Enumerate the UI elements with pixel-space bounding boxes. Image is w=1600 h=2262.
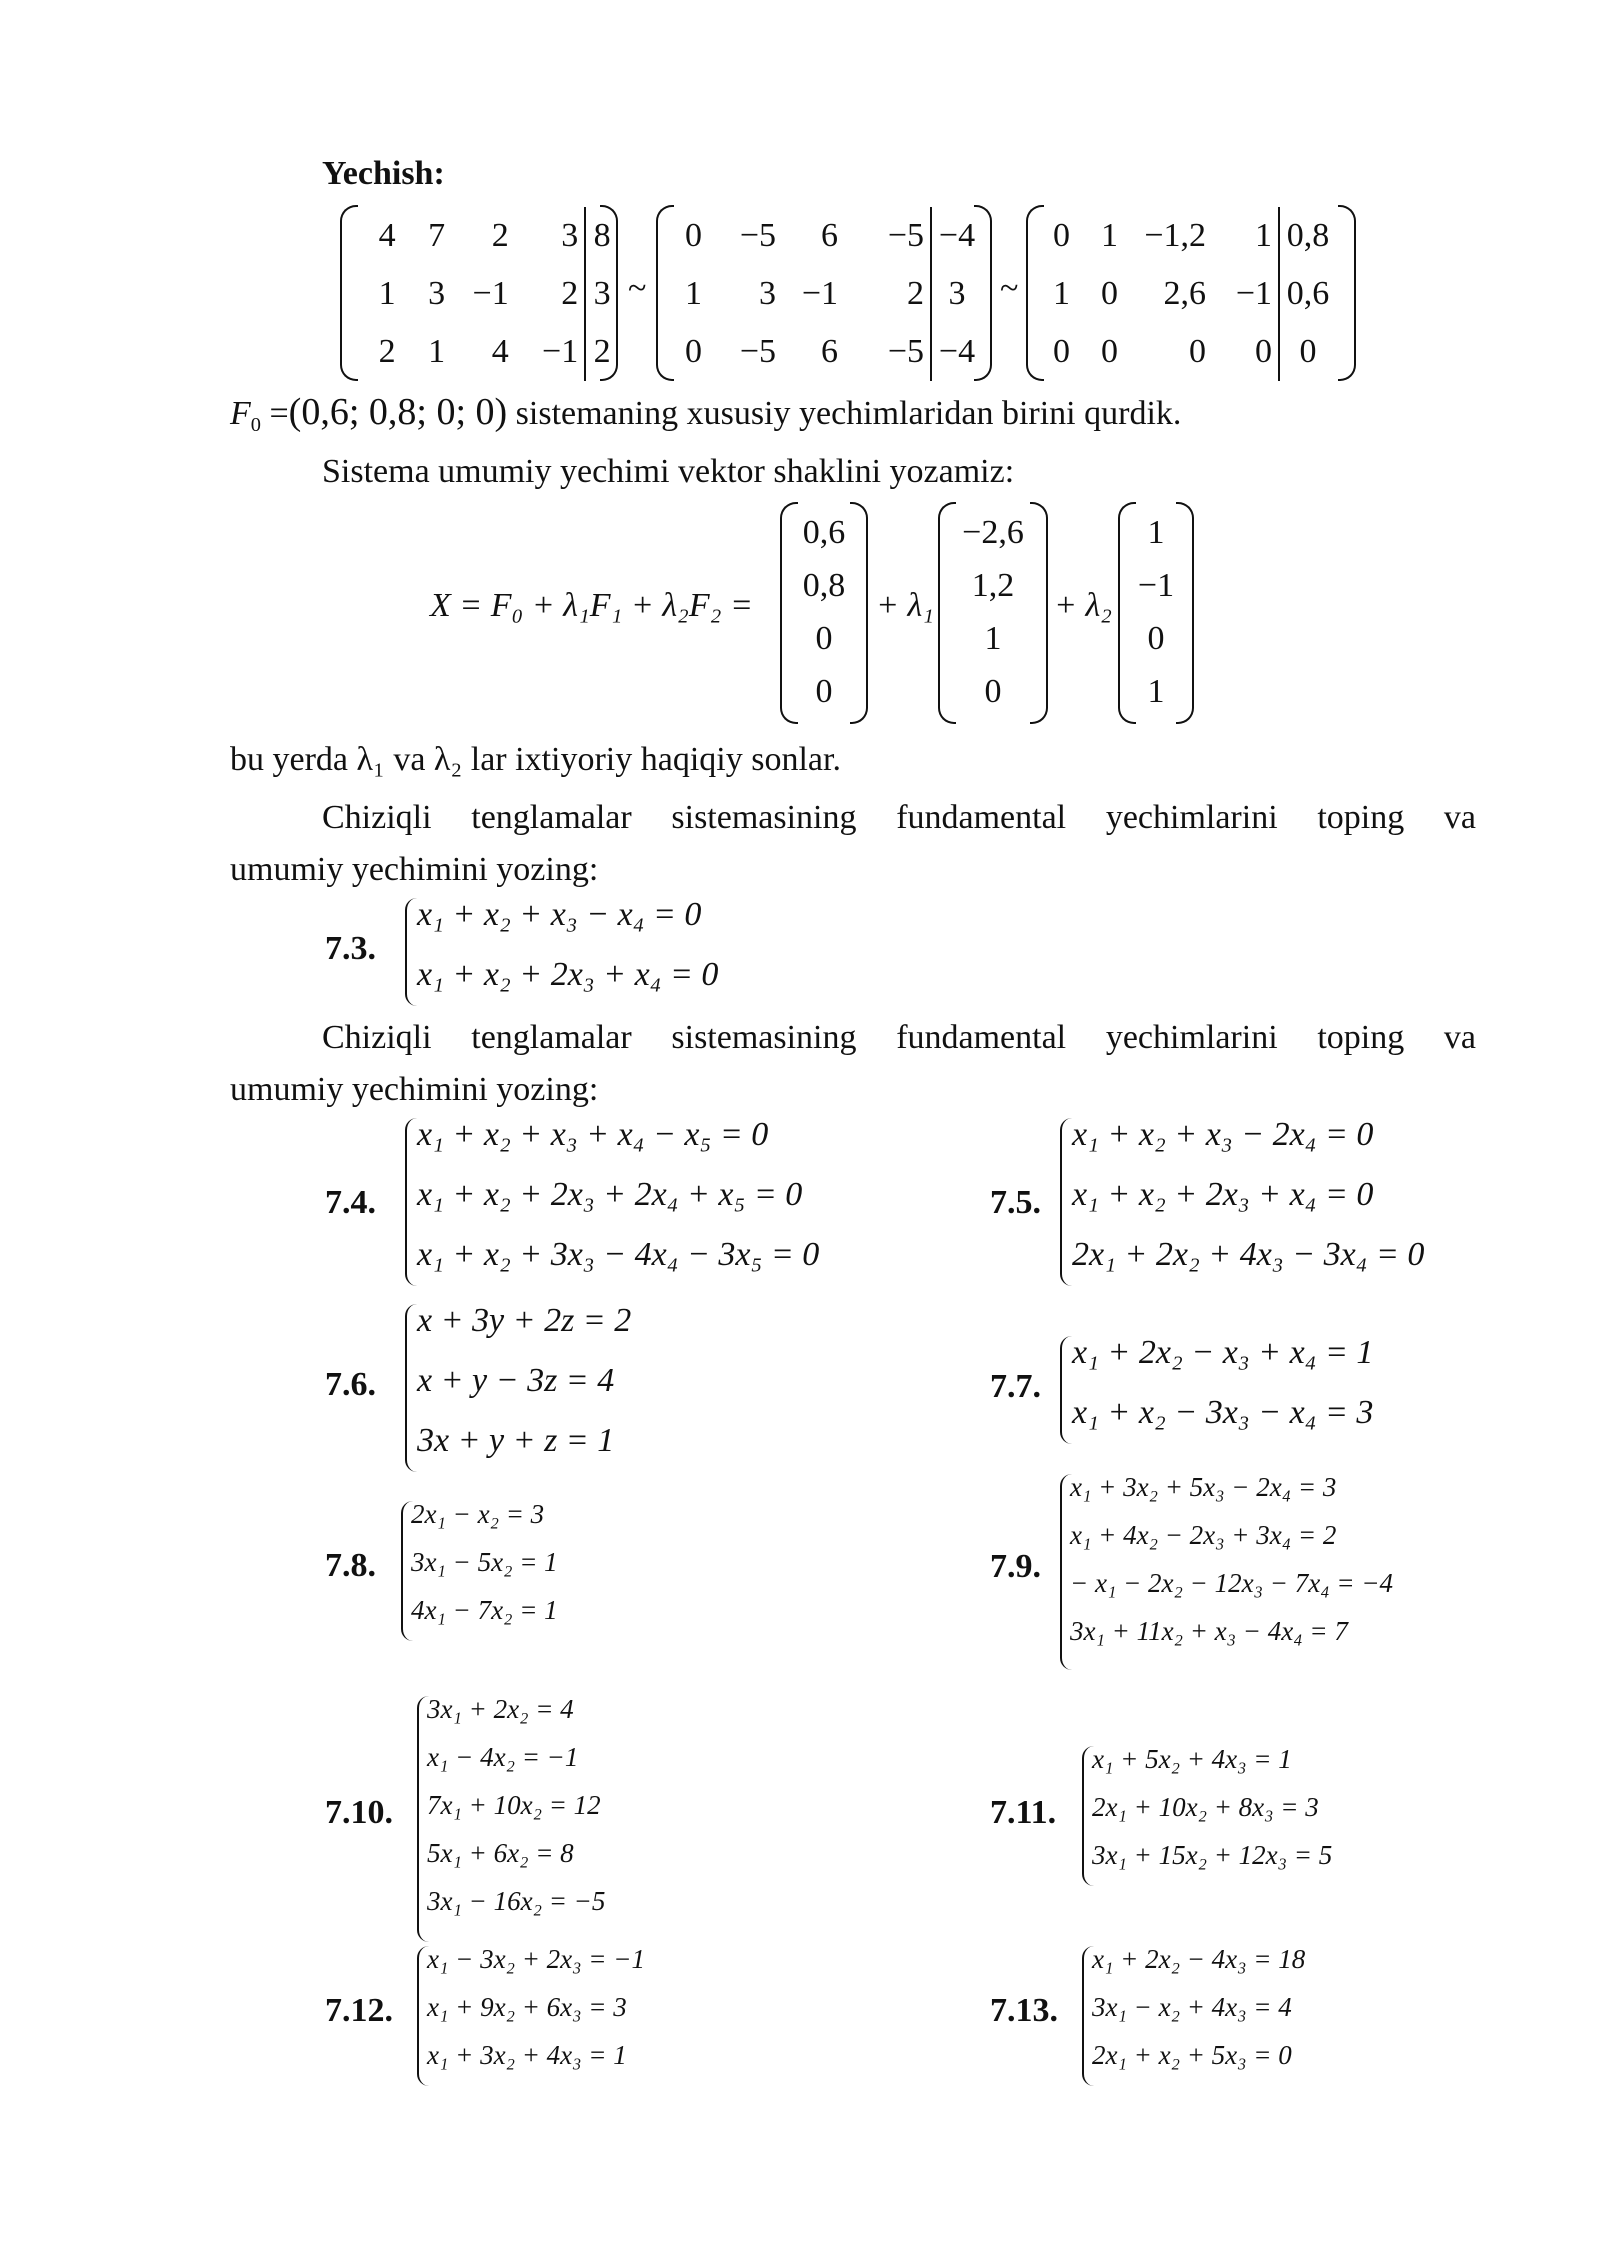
equation: x₁ + 4x₂ − 2x₃ + 3x₄ = 2 <box>1070 1520 1337 1550</box>
exercise-label: 7.11. <box>990 1794 1057 1831</box>
vector-entry: 0 <box>815 672 833 710</box>
equivalence-tilde: ~ <box>628 270 647 307</box>
f0-subscript: 0 <box>250 414 261 437</box>
equation: 3x₁ − 5x₂ = 1 <box>411 1547 558 1577</box>
equals-sign: = <box>269 395 289 432</box>
exercise-label: 7.8. <box>325 1547 376 1584</box>
equation: x + y − 3z = 4 <box>417 1362 615 1399</box>
exercise-label: 7.7. <box>990 1368 1041 1405</box>
system-7-10 <box>325 1690 745 1950</box>
equation: x₁ + x₂ − 3x₃ − x₄ = 3 <box>1072 1394 1374 1431</box>
vector-f2 <box>1118 502 1194 724</box>
equation: x₁ − 4x₂ = −1 <box>427 1742 579 1772</box>
equation: 2x₁ + 10x₂ + 8x₃ = 3 <box>1092 1792 1319 1822</box>
plus-lambda2: + λ₂ <box>1054 587 1112 624</box>
matrix-row: 1 0 2,6 −1 0,6 <box>1042 265 1336 323</box>
augmented-matrix-3 <box>1026 205 1356 381</box>
equation: 3x₁ + 15x₂ + 12x₃ = 5 <box>1092 1840 1333 1870</box>
equation: 2x₁ + x₂ + 5x₃ = 0 <box>1092 2040 1292 2070</box>
vector-entry: −2,6 <box>962 513 1024 551</box>
task-instruction-line1: Chiziqli tenglamalar sistemasining fundamental yechimlarini toping va <box>322 1019 1476 1056</box>
matrix-row: 1 3 −1 2 3 <box>672 265 982 323</box>
equation: 2x₁ − x₂ = 3 <box>411 1499 545 1529</box>
augmented-matrix-2 <box>656 205 992 381</box>
system-7-13 <box>990 1940 1470 2100</box>
equation: 3x + y + z = 1 <box>417 1422 615 1459</box>
matrix-row: 1 3 −1 2 3 <box>356 265 618 323</box>
vector-f0 <box>780 502 868 724</box>
vector-form-intro: Sistema umumiy yechimi vektor shaklini yozamiz: <box>322 453 1015 490</box>
equation: 7x₁ + 10x₂ = 12 <box>427 1790 601 1820</box>
vector-entry: 0 <box>815 619 833 657</box>
equation: x + 3y + 2z = 2 <box>417 1302 632 1339</box>
plus-lambda1: + λ₁ <box>876 587 934 624</box>
exercise-label: 7.4. <box>325 1184 376 1221</box>
equation: x₁ + 2x₂ − x₃ + x₄ = 1 <box>1072 1334 1374 1371</box>
vector-f1 <box>938 502 1048 724</box>
system-7-12 <box>325 1940 745 2100</box>
matrix-row: 2 1 4 −1 2 <box>356 323 618 381</box>
equation: x₁ + x₂ + 3x₃ − 4x₄ − 3x₅ = 0 <box>417 1236 820 1273</box>
system-7-6 <box>325 1298 825 1478</box>
equation: x₁ + 9x₂ + 6x₃ = 3 <box>427 1992 627 2022</box>
vector-entry: 1 <box>984 619 1002 657</box>
system-7-7 <box>990 1328 1490 1453</box>
particular-solution-line <box>230 390 1181 447</box>
vector-entry: 1 <box>1147 672 1165 710</box>
exercise-label: 7.12. <box>325 1992 393 2029</box>
equation: 3x₁ − 16x₂ = −5 <box>427 1886 606 1916</box>
vector-entry: 1 <box>1147 513 1165 551</box>
matrix-row: 0 0 0 0 0 <box>1042 323 1336 381</box>
matrix-row: 0 −5 6 −5 −4 <box>672 207 982 265</box>
task-instruction-line1: Chiziqli tenglamalar sistemasining fundamental yechimlarini toping va <box>322 799 1476 836</box>
system-7-11 <box>990 1740 1470 1900</box>
vector-entry: 0,6 <box>802 513 846 551</box>
equation: x₁ + 3x₂ + 4x₃ = 1 <box>427 2040 627 2070</box>
vector-entry: 0 <box>984 672 1002 710</box>
vector-entry: 1,2 <box>971 566 1015 604</box>
exercise-label: 7.9. <box>990 1548 1041 1585</box>
equation: 2x₁ + 2x₂ + 4x₃ − 3x₄ = 0 <box>1072 1236 1425 1273</box>
equation: x₁ + 3x₂ + 5x₃ − 2x₄ = 3 <box>1070 1472 1337 1502</box>
augmented-matrix-1 <box>340 205 618 381</box>
equation: 3x₁ − x₂ + 4x₃ = 4 <box>1092 1992 1292 2022</box>
equation: x₁ + x₂ + 2x₃ + x₄ = 0 <box>1072 1176 1374 1213</box>
vector-entry: −1 <box>1137 566 1175 604</box>
equation: x₁ + x₂ + 2x₃ + x₄ = 0 <box>417 956 719 993</box>
equation: x₁ + 2x₂ − 4x₃ = 18 <box>1092 1944 1306 1974</box>
matrix-row: 0 −5 6 −5 −4 <box>672 323 982 381</box>
solution-heading: Yechish: <box>322 155 445 192</box>
equation: x₁ + x₂ + x₃ − x₄ = 0 <box>417 896 702 933</box>
equation: x₁ + 5x₂ + 4x₃ = 1 <box>1092 1744 1292 1774</box>
exercise-label: 7.13. <box>990 1992 1058 2029</box>
exercise-label: 7.10. <box>325 1794 393 1831</box>
exercise-label: 7.5. <box>990 1184 1041 1221</box>
vector-entry: 0 <box>1147 619 1165 657</box>
vector-entry: 0,8 <box>802 566 846 604</box>
system-7-4 <box>325 1112 885 1292</box>
equation: 5x₁ + 6x₂ = 8 <box>427 1838 574 1868</box>
equation: x₁ − 3x₂ + 2x₃ = −1 <box>427 1944 645 1974</box>
system-7-3 <box>325 890 825 1015</box>
general-solution-lhs: X = F₀ + λ₁F₁ + λ₂F₂ = <box>430 587 753 624</box>
equivalence-tilde: ~ <box>1000 270 1019 307</box>
equation: 3x₁ + 2x₂ = 4 <box>427 1694 574 1724</box>
matrix-row: 4 7 2 3 8 <box>356 207 618 265</box>
equation: x₁ + x₂ + x₃ − 2x₄ = 0 <box>1072 1116 1374 1153</box>
system-7-8 <box>325 1495 725 1655</box>
task-instruction-line2: umumiy yechimini yozing: <box>230 851 599 888</box>
equation: 4x₁ − 7x₂ = 1 <box>411 1595 558 1625</box>
lambda-note: bu yerda λ₁ va λ₂ lar ixtiyoriy haqiqiy sonlar. <box>230 741 841 778</box>
equation: x₁ + x₂ + x₃ + x₄ − x₅ = 0 <box>417 1116 769 1153</box>
f0-tuple: (0,6; 0,8; 0; 0) <box>288 391 508 433</box>
f0-symbol: F <box>230 395 251 432</box>
exercise-label: 7.3. <box>325 930 376 967</box>
equation: x₁ + x₂ + 2x₃ + 2x₄ + x₅ = 0 <box>417 1176 803 1213</box>
task-instruction-line2: umumiy yechimini yozing: <box>230 1071 599 1108</box>
system-7-5 <box>990 1112 1490 1292</box>
equation: 3x₁ + 11x₂ + x₃ − 4x₄ = 7 <box>1070 1616 1348 1646</box>
equation: − x₁ − 2x₂ − 12x₃ − 7x₄ = −4 <box>1070 1568 1394 1598</box>
matrix-row: 0 1 −1,2 1 0,8 <box>1042 207 1336 265</box>
exercise-label: 7.6. <box>325 1366 376 1403</box>
system-7-9 <box>990 1468 1470 1678</box>
f0-description: sistemaning xususiy yechimlaridan birini qurdik. <box>515 395 1182 432</box>
